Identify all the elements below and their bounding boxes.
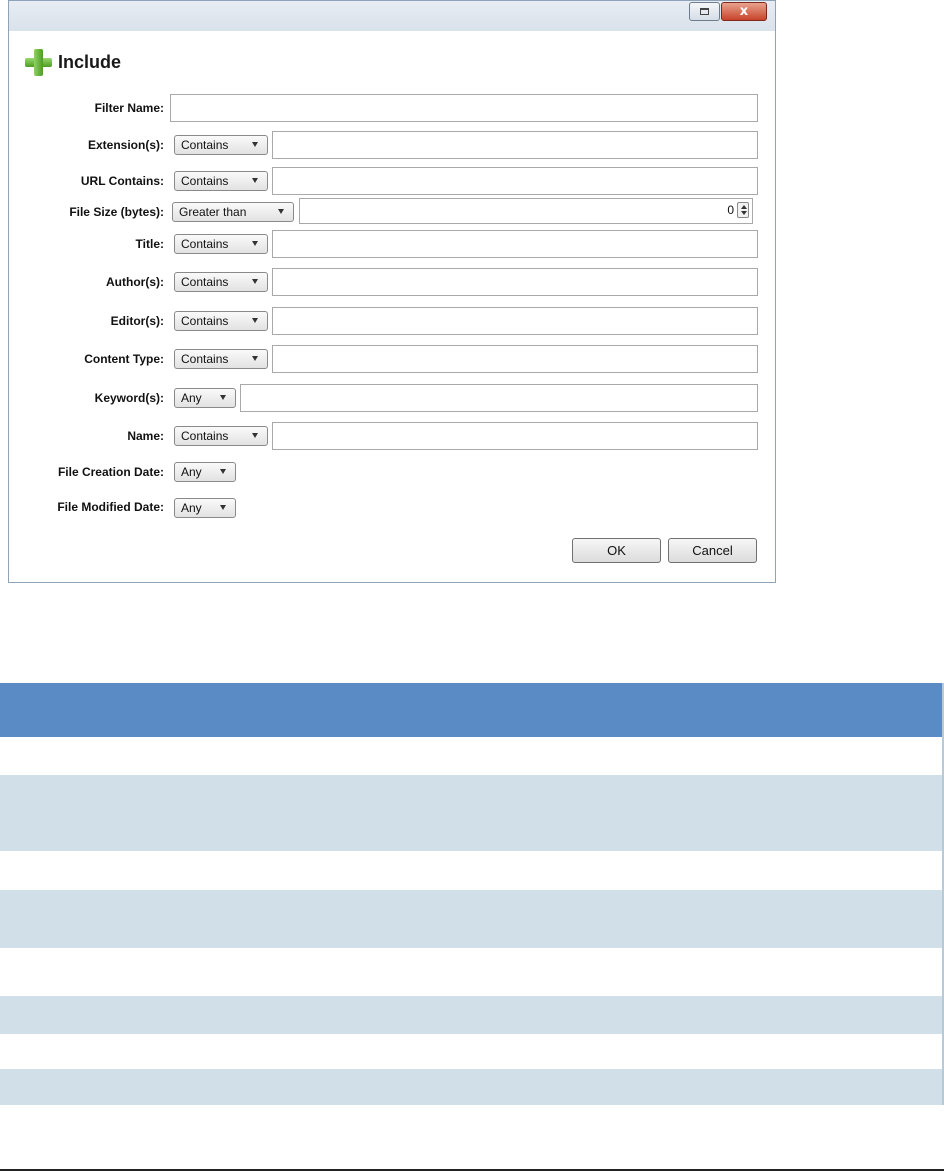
dropdown-arrow-icon bbox=[252, 142, 258, 147]
title-operator-dropdown[interactable] bbox=[174, 234, 268, 254]
keywords-operator-value: Any bbox=[181, 391, 202, 405]
dropdown-arrow-icon bbox=[252, 241, 258, 246]
name-label: Name: bbox=[127, 429, 164, 443]
content-type-label: Content Type: bbox=[84, 352, 164, 366]
close-icon: x bbox=[739, 4, 749, 19]
keywords-label: Keyword(s): bbox=[94, 391, 164, 405]
dialog-title: Include bbox=[58, 52, 122, 72]
include-filter-dialog bbox=[8, 0, 776, 583]
url-contains-operator-dropdown[interactable] bbox=[174, 171, 268, 191]
close-button[interactable] bbox=[721, 2, 767, 21]
table-row bbox=[0, 851, 944, 890]
table-row bbox=[0, 948, 944, 996]
dropdown-arrow-icon bbox=[252, 433, 258, 438]
table-row bbox=[0, 996, 944, 1034]
dropdown-arrow-icon bbox=[252, 279, 258, 284]
dialog-header bbox=[25, 49, 121, 76]
file-size-numeric-input[interactable] bbox=[299, 198, 753, 224]
spin-down-icon bbox=[741, 211, 747, 215]
file-modified-date-label: File Modified Date: bbox=[57, 500, 164, 514]
authors-operator-value: Contains bbox=[181, 275, 229, 289]
table-header-row bbox=[0, 683, 944, 737]
content-type-input[interactable] bbox=[272, 345, 758, 373]
table-row bbox=[0, 1034, 944, 1069]
title-operator-value: Contains bbox=[181, 237, 229, 251]
table-row bbox=[0, 890, 944, 948]
restore-button[interactable] bbox=[689, 2, 720, 21]
name-input[interactable] bbox=[272, 422, 758, 450]
dropdown-arrow-icon bbox=[220, 505, 226, 510]
dialog-body bbox=[10, 31, 774, 581]
page-bottom-rule bbox=[0, 1169, 944, 1171]
filter-name-input[interactable] bbox=[170, 94, 758, 122]
file-size-value: 0 bbox=[727, 203, 734, 217]
dropdown-arrow-icon bbox=[220, 395, 226, 400]
dropdown-arrow-icon bbox=[220, 469, 226, 474]
spin-up-icon bbox=[741, 205, 747, 209]
url-contains-operator-value: Contains bbox=[181, 174, 229, 188]
restore-icon bbox=[700, 8, 709, 15]
table-row bbox=[0, 775, 944, 851]
filter-name-label: Filter Name: bbox=[94, 101, 164, 115]
name-operator-value: Contains bbox=[181, 429, 229, 443]
url-contains-input[interactable] bbox=[272, 167, 758, 195]
name-operator-dropdown[interactable] bbox=[174, 426, 268, 446]
dropdown-arrow-icon bbox=[252, 318, 258, 323]
file-modified-date-dropdown[interactable] bbox=[174, 498, 236, 518]
authors-label: Author(s): bbox=[106, 275, 164, 289]
file-modified-date-value: Any bbox=[181, 501, 202, 515]
extensions-input[interactable] bbox=[272, 131, 758, 159]
title-bar[interactable] bbox=[9, 1, 775, 31]
editors-input[interactable] bbox=[272, 307, 758, 335]
file-creation-date-dropdown[interactable] bbox=[174, 462, 236, 482]
content-type-operator-dropdown[interactable] bbox=[174, 349, 268, 369]
extensions-label: Extension(s): bbox=[87, 138, 164, 152]
dropdown-arrow-icon bbox=[252, 356, 258, 361]
file-size-operator-dropdown[interactable] bbox=[172, 202, 294, 222]
title-input[interactable] bbox=[272, 230, 758, 258]
extensions-operator-value: Contains bbox=[181, 138, 229, 152]
table-row bbox=[0, 737, 944, 775]
content-type-operator-value: Contains bbox=[181, 352, 229, 366]
url-contains-label: URL Contains: bbox=[80, 174, 164, 188]
file-creation-date-value: Any bbox=[181, 465, 202, 479]
authors-operator-dropdown[interactable] bbox=[174, 272, 268, 292]
ok-button[interactable]: OK bbox=[572, 538, 661, 563]
editors-operator-value: Contains bbox=[181, 314, 229, 328]
cancel-button[interactable]: Cancel bbox=[668, 538, 757, 563]
dropdown-arrow-icon bbox=[278, 209, 284, 214]
data-table bbox=[0, 683, 944, 1105]
plus-icon bbox=[25, 49, 52, 76]
table-row bbox=[0, 1069, 944, 1105]
file-creation-date-label: File Creation Date: bbox=[57, 465, 164, 479]
extensions-operator-dropdown[interactable] bbox=[174, 135, 268, 155]
file-size-operator-value: Greater than bbox=[179, 205, 247, 219]
dropdown-arrow-icon bbox=[252, 178, 258, 183]
editors-label: Editor(s): bbox=[110, 314, 164, 328]
file-size-spinner[interactable] bbox=[737, 202, 749, 218]
keywords-operator-dropdown[interactable] bbox=[174, 388, 236, 408]
authors-input[interactable] bbox=[272, 268, 758, 296]
keywords-input[interactable] bbox=[240, 384, 758, 412]
editors-operator-dropdown[interactable] bbox=[174, 311, 268, 331]
file-size-label: File Size (bytes): bbox=[69, 205, 164, 219]
title-label: Title: bbox=[135, 237, 164, 251]
